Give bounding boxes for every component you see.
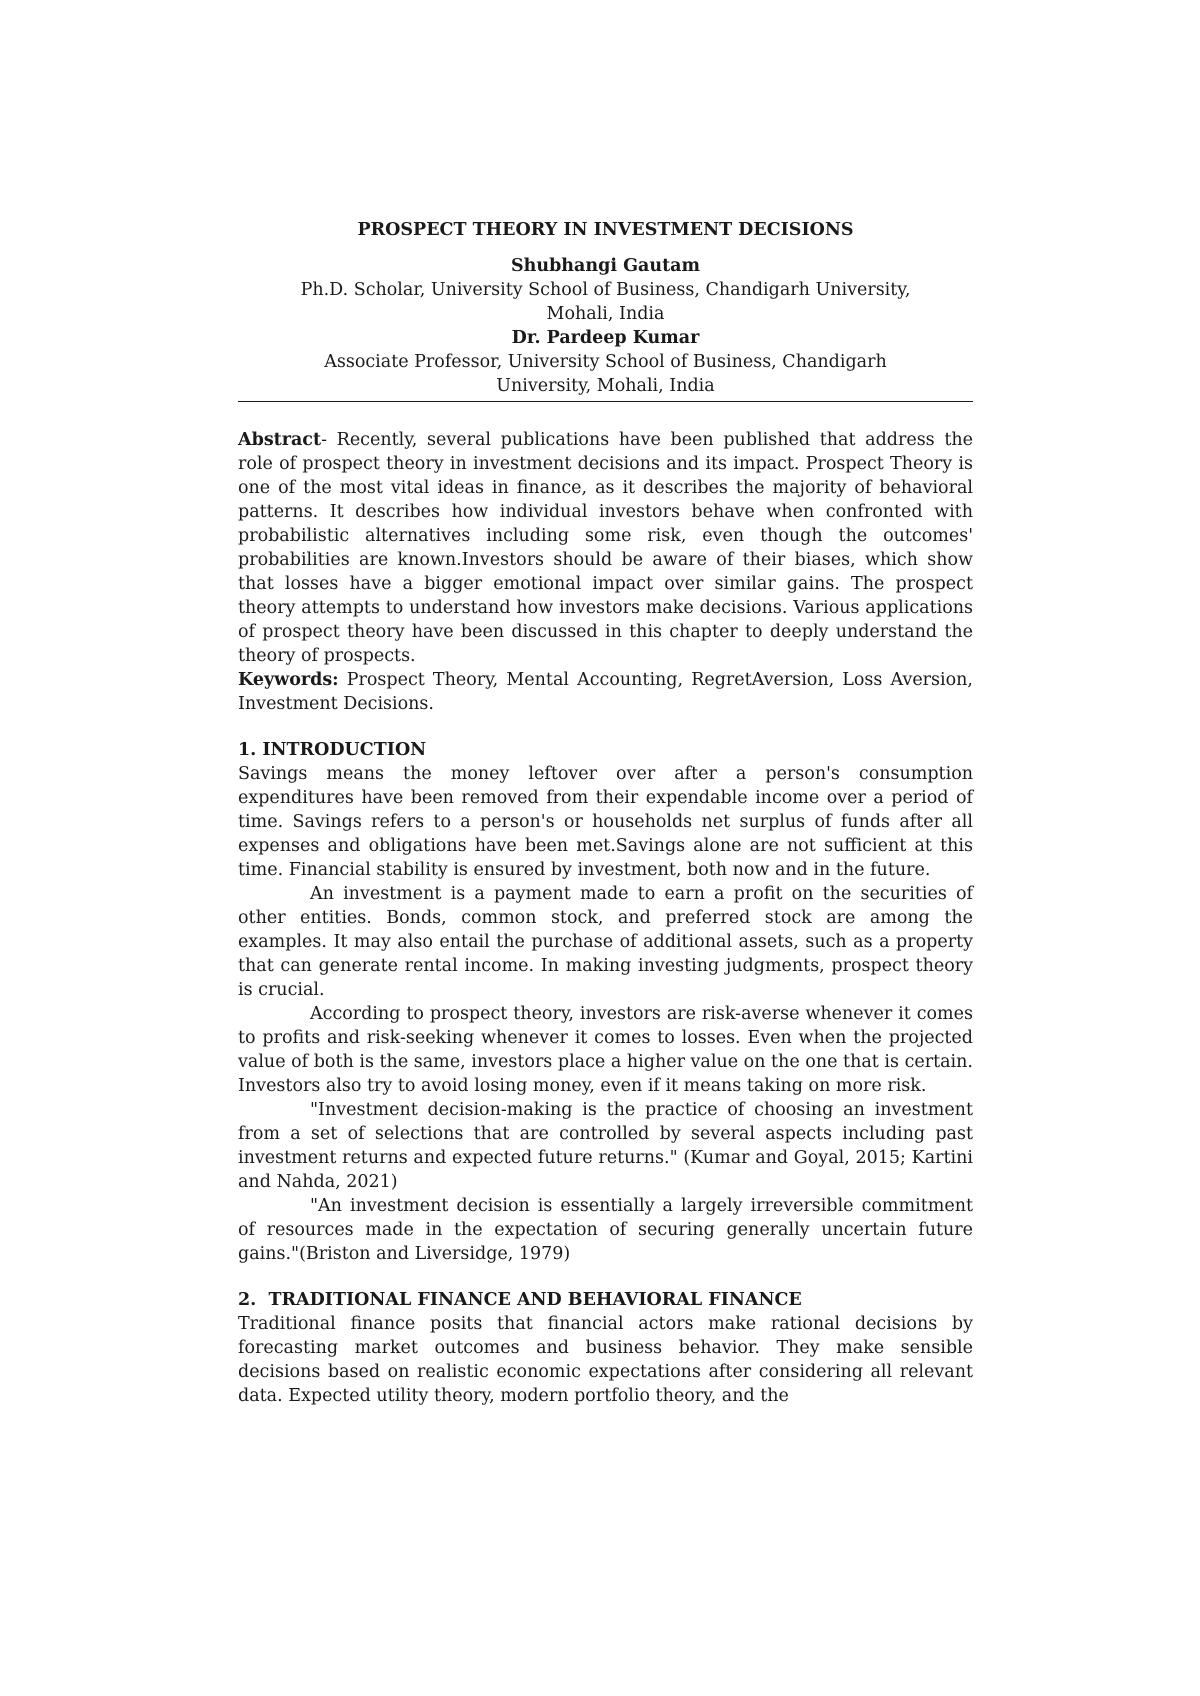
body-paragraph: Savings means the money leftover over after a person's consumption expenditures have been removed from their expendable income over a period of time. Savings refers to a person's or households net surplus of funds after all expenses and obligations have been met.Savings alone are not sufficient at this time. Financial stability is ensured by investment, both now and in the future. (238, 764, 973, 880)
keywords-label: Keywords: (238, 670, 339, 690)
keywords (238, 668, 973, 716)
paper-title: PROSPECT THEORY IN INVESTMENT DECISIONS (357, 220, 854, 240)
author-block-1 (238, 254, 973, 326)
section-heading-traditional-behavioral-finance (238, 1288, 973, 1312)
abstract-text: - Recently, several publications have been published that address the role of prospect theory in investment decisions and its impact. Prospect Theory is one of the most vital ideas in finance, as it describes the majority of behavioral patterns. It describes how individual investors behave when confronted with probabilistic alternatives including some risk, even though the outcomes' probabilities are known.Investors should be aware of their biases, which show that losses have a bigger emotional impact over similar gains. The prospect theory attempts to understand how investors make decisions. Various applications of prospect theory have been discussed in this chapter to deeply understand the theory of prospects. (238, 430, 973, 666)
section-number: 1. (238, 740, 257, 760)
text-column (238, 218, 973, 1408)
quote-paragraph: "Investment decision-making is the practice of choosing an investment from a set of selections that are controlled by several aspects including past investment returns and expected future returns." (Kumar and Goyal, 2015; Kartini and Nahda, 2021) (238, 1100, 973, 1192)
body-paragraph: An investment is a payment made to earn a profit on the securities of other entities. Bonds, common stock, and preferred stock are among the examples. It may also entail the purchase of additional assets, such as a property that can generate rental income. In making investing judgments, prospect theory is crucial. (238, 884, 973, 1000)
author-name: Dr. Pardeep Kumar (511, 328, 700, 348)
abstract-label: Abstract (238, 430, 322, 450)
author-affiliation: Ph.D. Scholar, University School of Business, Chandigarh University, (300, 280, 911, 300)
quote-paragraph: "An investment decision is essentially a largely irreversible commitment of resources made in the expectation of securing generally uncertain future gains."(Briston and Liversidge, 1979) (238, 1196, 973, 1264)
author-name: Shubhangi Gautam (510, 256, 701, 276)
author-block-2 (238, 326, 973, 398)
section-number: 2. (238, 1290, 257, 1310)
section-title: TRADITIONAL FINANCE AND BEHAVIORAL FINANCE (268, 1290, 802, 1310)
body-paragraph: Traditional finance posits that financial actors make rational decisions by forecasting market outcomes and business behavior. They make sensible decisions based on realistic economic expectations after considering all relevant data. Expected utility theory, modern portfolio theory, and the (238, 1314, 973, 1406)
section-heading-introduction (238, 738, 973, 762)
section-title: INTRODUCTION (262, 740, 427, 760)
author-affiliation: University, Mohali, India (496, 376, 715, 396)
abstract (238, 428, 973, 668)
body-paragraph: According to prospect theory, investors are risk-averse whenever it comes to profits and risk-seeking whenever it comes to losses. Even when the projected value of both is the same, investors place a higher value on the one that is certain. Investors also try to avoid losing money, even if it means taking on more risk. (238, 1004, 973, 1096)
author-affiliation: Associate Professor, University School of Business, Chandigarh (324, 352, 887, 372)
keywords-text: Prospect Theory, Mental Accounting, RegretAversion, Loss Aversion, Investment Decisions. (238, 670, 973, 714)
author-affiliation: Mohali, India (546, 304, 665, 324)
